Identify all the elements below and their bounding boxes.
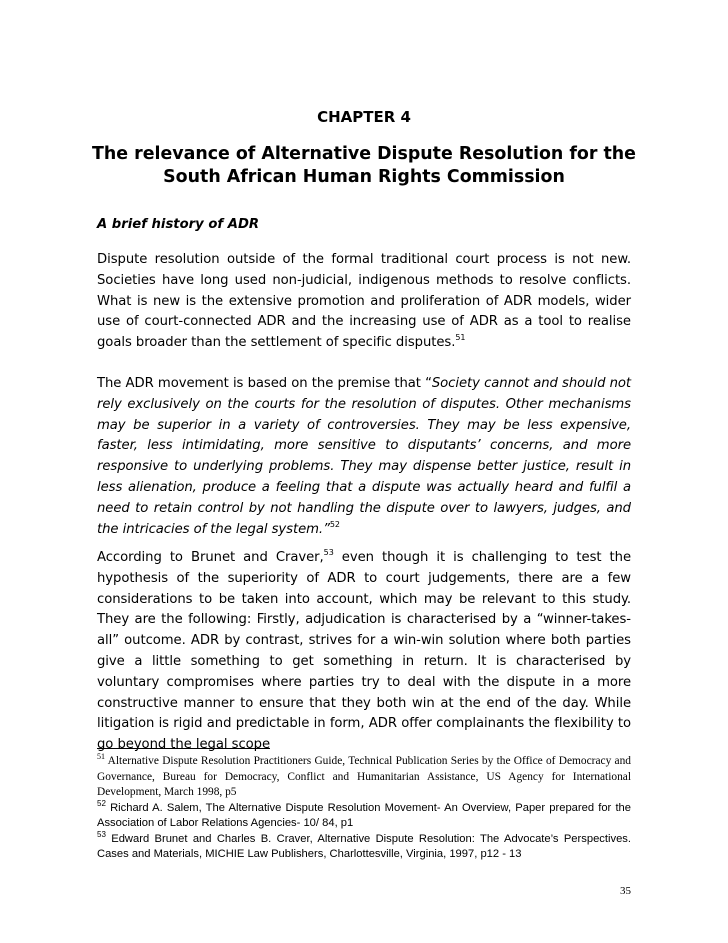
page-number: 35	[620, 885, 631, 897]
footnote-ref-52: 52	[329, 519, 340, 529]
section-heading: A brief history of ADR	[97, 217, 260, 232]
footnote-number: 53	[97, 829, 106, 839]
document-page	[92, 0, 636, 943]
footnote-number: 52	[97, 798, 106, 808]
footnote-text: Alternative Dispute Resolution Practitioners Guide, Technical Publication Series by the Office of Democracy and Governance, Bureau for Democracy, Conflict and Humanitarian Assistance, US Agency for International Development, March 1998, p5	[97, 755, 631, 798]
footnotes	[97, 754, 631, 863]
paragraph-adr-premise	[97, 374, 631, 540]
paragraph-history	[97, 250, 631, 354]
footnote-text: Edward Brunet and Charles B. Craver, Alternative Dispute Resolution: The Advocate’s Perspectives. Cases and Materials, MICHIE Law Publishers, Charlottesville, Virginia, 1997, p12 - 13	[97, 832, 631, 860]
footnote-51	[97, 754, 631, 801]
paragraph-brunet-craver	[97, 548, 631, 756]
footnote-ref-53: 53	[323, 548, 334, 557]
footnote-number: 51	[97, 752, 105, 761]
footnote-52	[97, 798, 631, 832]
paragraph-adr-premise-quote: Society cannot and should not rely exclusively on the courts for the resolution of disputes. Other mechanisms may be superior in a variety of controversies. They may be less expensive, faster, less intimidating, more sensitive to disputants’ concerns, and more responsive to underlying problems. They may dispense better justice, result in less alienation, produce a feeling that a dispute was actually heard and fulfil a need to retain control by not handling the dispute over to lawyers, judges, and the intricacies of the legal system.”	[97, 376, 631, 537]
chapter-title: The relevance of Alternative Dispute Resolution for the South African Human Rights Commission	[92, 144, 636, 187]
paragraph-brunet-craver-lead: According to Brunet and Craver,	[97, 550, 324, 565]
chapter-label: CHAPTER 4	[317, 108, 411, 126]
paragraph-brunet-craver-text: even though it is challenging to test the hypothesis of the superiority of ADR to court judgements, there are a few considerations to be taken into account, which may be relevant to this study. They are the following: Firstly, adjudication is characterised by a “winner-takes-all” outcome. ADR by contrast, strives for a win-win solution where both parties give a little something to get something in return. It is characterised by voluntary compromises where parties try to deal with the dispute in a more constructive manner to ensure that they both win at the end of the day. While litigation is rigid and predictable in form, ADR offer complainants the flexibility to go beyond the legal scope	[97, 550, 632, 753]
footnote-separator	[97, 748, 270, 749]
footnote-ref-51: 51	[455, 333, 466, 343]
paragraph-history-text: Dispute resolution outside of the formal traditional court process is not new. Societies have long used non-judicial, indigenous methods to resolve conflicts. What is new is the extensive promotion and proliferation of ADR models, wider use of court-connected ADR and the increasing use of ADR as a tool to realise goals broader than the settlement of specific disputes.	[97, 252, 631, 351]
paragraph-adr-premise-lead: The ADR movement is based on the premise that “	[97, 376, 432, 391]
footnote-text: Richard A. Salem, The Alternative Dispute Resolution Movement- An Overview, Paper prepared for the Association of Labor Relations Agencies- 10/ 84, p1	[97, 801, 631, 829]
footnote-53	[97, 829, 631, 863]
